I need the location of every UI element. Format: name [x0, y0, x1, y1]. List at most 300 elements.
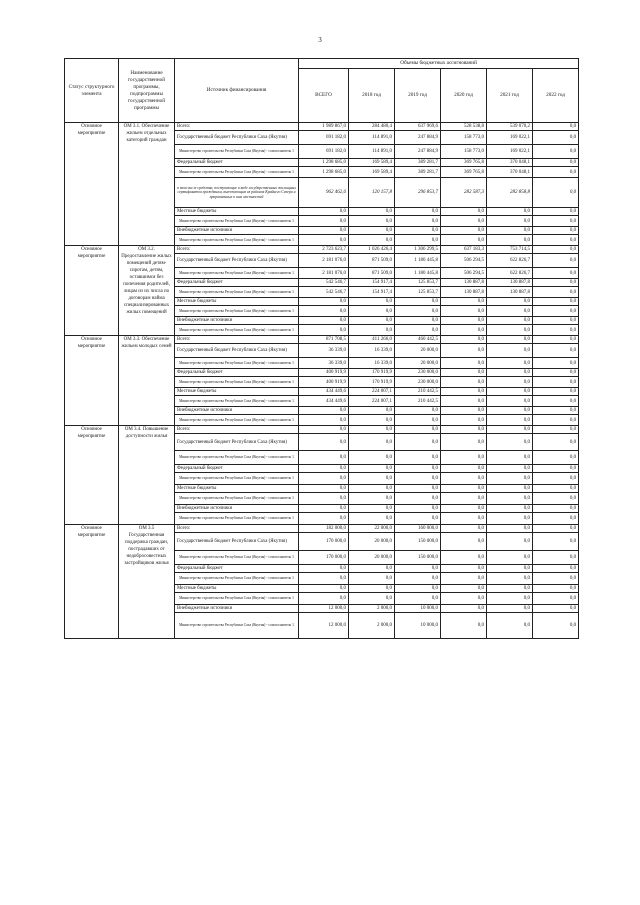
value-cell: 400 919,9	[299, 377, 349, 388]
value-cell: 0,0	[299, 216, 349, 227]
value-cell: 0,0	[533, 298, 579, 306]
value-cell: 125 853,7	[395, 287, 441, 298]
value-cell: 506 294,5	[441, 268, 487, 279]
value-cell: 0,0	[487, 325, 533, 336]
value-cell: 0,0	[349, 473, 395, 485]
value-cell: 0,0	[487, 485, 533, 493]
source-cell: Государственный бюджет Республики Саха (Якутия)	[175, 344, 299, 358]
value-cell: 0,0	[349, 573, 395, 585]
value-cell: 0,0	[349, 451, 395, 465]
value-cell: 0,0	[533, 551, 579, 565]
value-cell: 1 026 426,4	[349, 246, 395, 254]
source-cell: Министерство строительства Республики Саха (Якутия) - соисполнитель 1	[175, 451, 299, 465]
source-cell: Федеральный бюджет	[175, 565, 299, 573]
value-cell: 0,0	[533, 605, 579, 613]
value-cell: 871 509,0	[349, 268, 395, 279]
value-cell: 2 181 076,0	[299, 254, 349, 268]
value-cell: 0,0	[533, 565, 579, 573]
value-cell: 0,0	[441, 533, 487, 551]
value-cell: 0,0	[441, 525, 487, 533]
value-cell: 0,0	[533, 254, 579, 268]
value-cell: 389 281,7	[395, 167, 441, 178]
value-cell: 0,0	[533, 407, 579, 415]
value-cell: 0,0	[487, 377, 533, 388]
value-cell: 0,0	[533, 415, 579, 426]
value-cell: 0,0	[487, 407, 533, 415]
value-cell: 0,0	[349, 407, 395, 415]
source-cell: Всего:	[175, 336, 299, 344]
value-cell: 154 917,4	[349, 279, 395, 287]
value-cell: 0,0	[299, 426, 349, 434]
page-number: 3	[318, 36, 322, 44]
value-cell: 247 884,9	[395, 145, 441, 159]
value-cell: 0,0	[299, 306, 349, 317]
value-cell: 0,0	[395, 216, 441, 227]
value-cell: 0,0	[349, 415, 395, 426]
value-cell: 0,0	[487, 388, 533, 396]
source-cell: Министерство строительства Республики Саха (Якутия) - соисполнитель 1	[175, 473, 299, 485]
source-cell: Местные бюджеты	[175, 585, 299, 593]
value-cell: 170 000,0	[299, 551, 349, 565]
table-header	[65, 59, 579, 123]
value-cell: 0,0	[441, 235, 487, 246]
header-year: 2019 год	[395, 69, 441, 123]
value-cell: 0,0	[441, 551, 487, 565]
value-cell: 0,0	[533, 485, 579, 493]
value-cell: 0,0	[487, 358, 533, 369]
value-cell: 691 182,0	[299, 145, 349, 159]
value-cell: 1 298 685,0	[299, 167, 349, 178]
program-cell: ОМ 3.2. Предоставление жилых помещений детям-сиротам, детям, оставшимся без попечения родителей, лицам из их числа по договорам найма специализированных жилых помещений	[119, 246, 175, 336]
value-cell: 0,0	[533, 573, 579, 585]
value-cell: 460 442,5	[395, 336, 441, 344]
value-cell: 0,0	[487, 451, 533, 465]
value-cell: 130 887,8	[487, 287, 533, 298]
source-cell: Федеральный бюджет	[175, 369, 299, 377]
source-cell: Министерство строительства Республики Саха (Якутия) - соисполнитель 1	[175, 493, 299, 505]
source-cell: Государственный бюджет Республики Саха (Якутия)	[175, 434, 299, 451]
value-cell: 0,0	[441, 605, 487, 613]
value-cell: 158 773,0	[441, 145, 487, 159]
value-cell: 0,0	[487, 369, 533, 377]
value-cell: 160 000,0	[395, 525, 441, 533]
value-cell: 0,0	[395, 485, 441, 493]
budget-table	[64, 58, 579, 639]
value-cell: 210 442,5	[395, 388, 441, 396]
value-cell: 0,0	[299, 565, 349, 573]
value-cell: 0,0	[395, 593, 441, 605]
value-cell: 170 919,9	[349, 377, 395, 388]
value-cell: 2 000,0	[349, 613, 395, 639]
value-cell: 120 157,8	[349, 178, 395, 208]
value-cell: 0,0	[487, 525, 533, 533]
source-cell: Государственный бюджет Республики Саха (Якутия)	[175, 533, 299, 551]
value-cell: 10 000,0	[395, 605, 441, 613]
value-cell: 753 714,5	[487, 246, 533, 254]
value-cell: 0,0	[441, 208, 487, 216]
value-cell: 434 449,6	[299, 388, 349, 396]
value-cell: 0,0	[533, 123, 579, 131]
source-cell: Министерство строительства Республики Саха (Якутия) - соисполнитель 1	[175, 377, 299, 388]
value-cell: 0,0	[487, 533, 533, 551]
value-cell: 0,0	[441, 505, 487, 513]
value-cell: 0,0	[299, 585, 349, 593]
source-cell: Федеральный бюджет	[175, 159, 299, 167]
value-cell: 0,0	[441, 377, 487, 388]
value-cell: 0,0	[395, 565, 441, 573]
source-cell: Министерство строительства Республики Саха (Якутия) - соисполнитель 1	[175, 216, 299, 227]
status-cell: Основное мероприятие	[65, 336, 119, 426]
value-cell: 170 000,0	[299, 533, 349, 551]
value-cell: 0,0	[395, 227, 441, 235]
value-cell: 0,0	[349, 434, 395, 451]
value-cell: 0,0	[299, 325, 349, 336]
source-cell: Министерство строительства Республики Саха (Якутия) - соисполнитель 1	[175, 306, 299, 317]
source-cell: Министерство строительства Республики Саха (Якутия) - соисполнитель 1	[175, 396, 299, 407]
value-cell: 0,0	[487, 465, 533, 473]
value-cell: 0,0	[533, 235, 579, 246]
value-cell: 0,0	[349, 493, 395, 505]
value-cell: 0,0	[299, 451, 349, 465]
value-cell: 0,0	[441, 358, 487, 369]
value-cell: 0,0	[487, 336, 533, 344]
value-cell: 0,0	[349, 565, 395, 573]
value-cell: 0,0	[487, 415, 533, 426]
program-cell: ОМ 3.5 Государственная поддержка граждан, пострадавших от недобросовестных застройщиков жилья	[119, 525, 175, 639]
value-cell: 0,0	[395, 465, 441, 473]
header-year: 2022 год	[533, 69, 579, 123]
value-cell: 0,0	[395, 434, 441, 451]
value-cell: 0,0	[533, 585, 579, 593]
value-cell: 0,0	[487, 434, 533, 451]
value-cell: 0,0	[349, 465, 395, 473]
value-cell: 0,0	[441, 485, 487, 493]
value-cell: 0,0	[395, 513, 441, 525]
value-cell: 0,0	[487, 605, 533, 613]
value-cell: 0,0	[487, 317, 533, 325]
value-cell: 0,0	[533, 533, 579, 551]
value-cell: 871 509,0	[349, 254, 395, 268]
value-cell: 0,0	[441, 473, 487, 485]
value-cell: 542 546,7	[299, 279, 349, 287]
value-cell: 169 589,4	[349, 167, 395, 178]
value-cell: 296 853,7	[395, 178, 441, 208]
value-cell: 0,0	[441, 369, 487, 377]
value-cell: 0,0	[533, 473, 579, 485]
value-cell: 0,0	[533, 369, 579, 377]
value-cell: 22 000,0	[349, 525, 395, 533]
value-cell: 0,0	[487, 208, 533, 216]
value-cell: 114 891,0	[349, 145, 395, 159]
value-cell: 2 000,0	[349, 605, 395, 613]
value-cell: 0,0	[533, 388, 579, 396]
value-cell: 0,0	[533, 287, 579, 298]
header-year: 2018 год	[349, 69, 395, 123]
value-cell: 0,0	[487, 396, 533, 407]
value-cell: 0,0	[487, 565, 533, 573]
value-cell: 0,0	[349, 426, 395, 434]
value-cell: 0,0	[395, 325, 441, 336]
table-row	[65, 123, 579, 131]
value-cell: 0,0	[533, 317, 579, 325]
value-cell: 0,0	[533, 513, 579, 525]
value-cell: 170 919,9	[349, 369, 395, 377]
value-cell: 0,0	[533, 268, 579, 279]
value-cell: 0,0	[349, 298, 395, 306]
source-cell: Министерство строительства Республики Саха (Якутия) - соисполнитель 1	[175, 268, 299, 279]
value-cell: 130 887,8	[441, 279, 487, 287]
value-cell: 0,0	[533, 377, 579, 388]
value-cell: 0,0	[533, 306, 579, 317]
value-cell: 0,0	[299, 493, 349, 505]
value-cell: 0,0	[299, 227, 349, 235]
value-cell: 0,0	[487, 306, 533, 317]
value-cell: 0,0	[349, 306, 395, 317]
value-cell: 0,0	[441, 216, 487, 227]
value-cell: 0,0	[349, 208, 395, 216]
header-source: Источник финансирования	[175, 59, 299, 123]
value-cell: 150 000,0	[395, 551, 441, 565]
value-cell: 0,0	[395, 473, 441, 485]
source-cell: Государственный бюджет Республики Саха (Якутия)	[175, 131, 299, 145]
value-cell: 0,0	[299, 573, 349, 585]
value-cell: 169 589,4	[349, 159, 395, 167]
value-cell: 0,0	[299, 235, 349, 246]
value-cell: 2 723 623,7	[299, 246, 349, 254]
value-cell: 230 000,0	[395, 369, 441, 377]
source-cell: Министерство строительства Республики Саха (Якутия) - соисполнитель 1	[175, 287, 299, 298]
value-cell: 247 884,9	[395, 131, 441, 145]
value-cell: 20 000,0	[349, 533, 395, 551]
value-cell: 0,0	[349, 325, 395, 336]
value-cell: 0,0	[349, 585, 395, 593]
source-cell: Внебюджетные источники	[175, 317, 299, 325]
value-cell: 0,0	[487, 426, 533, 434]
value-cell: 0,0	[299, 415, 349, 426]
table-row	[65, 336, 579, 344]
value-cell: 0,0	[533, 465, 579, 473]
value-cell: 691 182,0	[299, 131, 349, 145]
source-cell: Государственный бюджет Республики Саха (Якутия)	[175, 254, 299, 268]
value-cell: 282 858,8	[487, 178, 533, 208]
value-cell: 0,0	[533, 505, 579, 513]
value-cell: 0,0	[533, 593, 579, 605]
value-cell: 2 181 076,0	[299, 268, 349, 279]
value-cell: 0,0	[487, 227, 533, 235]
program-cell: ОМ 3.1. Обеспечение жильем отдельных категорий граждан	[119, 123, 175, 246]
value-cell: 0,0	[487, 573, 533, 585]
value-cell: 224 007,1	[349, 396, 395, 407]
value-cell: 0,0	[487, 613, 533, 639]
value-cell: 0,0	[395, 298, 441, 306]
value-cell: 0,0	[395, 451, 441, 465]
value-cell: 0,0	[395, 573, 441, 585]
source-cell: Министерство строительства Республики Саха (Якутия) - соисполнитель 1	[175, 325, 299, 336]
value-cell: 0,0	[395, 235, 441, 246]
value-cell: 0,0	[299, 208, 349, 216]
value-cell: 12 000,0	[299, 613, 349, 639]
status-cell: Основное мероприятие	[65, 426, 119, 525]
value-cell: 0,0	[299, 434, 349, 451]
value-cell: 0,0	[299, 407, 349, 415]
value-cell: 20 000,0	[395, 358, 441, 369]
value-cell: 0,0	[349, 235, 395, 246]
value-cell: 0,0	[441, 306, 487, 317]
value-cell: 210 442,5	[395, 396, 441, 407]
value-cell: 0,0	[395, 415, 441, 426]
value-cell: 0,0	[441, 565, 487, 573]
value-cell: 154 917,4	[349, 287, 395, 298]
value-cell: 0,0	[299, 473, 349, 485]
value-cell: 370 048,1	[487, 159, 533, 167]
value-cell: 150 000,0	[395, 533, 441, 551]
source-cell: Федеральный бюджет	[175, 465, 299, 473]
value-cell: 158 773,0	[441, 131, 487, 145]
value-cell: 0,0	[441, 585, 487, 593]
value-cell: 10 000,0	[395, 613, 441, 639]
source-cell: Всего:	[175, 246, 299, 254]
value-cell: 0,0	[441, 227, 487, 235]
value-cell: 0,0	[487, 298, 533, 306]
value-cell: 0,0	[395, 426, 441, 434]
value-cell: 0,0	[533, 159, 579, 167]
value-cell: 284 480,4	[349, 123, 395, 131]
value-cell: 0,0	[299, 513, 349, 525]
value-cell: 0,0	[533, 216, 579, 227]
value-cell: 637 183,3	[441, 246, 487, 254]
source-cell: Всего:	[175, 525, 299, 533]
value-cell: 0,0	[533, 167, 579, 178]
value-cell: 0,0	[395, 407, 441, 415]
value-cell: 0,0	[487, 493, 533, 505]
value-cell: 130 887,8	[487, 279, 533, 287]
source-cell: Внебюджетные источники	[175, 227, 299, 235]
source-cell: Министерство строительства Республики Саха (Якутия) - соисполнитель 1	[175, 358, 299, 369]
value-cell: 1 298 685,0	[299, 159, 349, 167]
value-cell: 0,0	[349, 593, 395, 605]
value-cell: 0,0	[533, 227, 579, 235]
value-cell: 0,0	[487, 216, 533, 227]
value-cell: 0,0	[441, 344, 487, 358]
value-cell: 12 000,0	[299, 605, 349, 613]
value-cell: 0,0	[299, 317, 349, 325]
value-cell: 20 000,0	[349, 551, 395, 565]
value-cell: 0,0	[299, 485, 349, 493]
status-cell: Основное мероприятие	[65, 123, 119, 246]
value-cell: 0,0	[487, 235, 533, 246]
value-cell: 0,0	[533, 336, 579, 344]
value-cell: 0,0	[441, 493, 487, 505]
header-year: 2020 год	[441, 69, 487, 123]
value-cell: 0,0	[395, 306, 441, 317]
table-row	[65, 246, 579, 254]
header-status: Статус структурного элемента	[65, 59, 119, 123]
value-cell: 622 826,7	[487, 254, 533, 268]
value-cell: 0,0	[487, 551, 533, 565]
value-cell: 434 449,6	[299, 396, 349, 407]
table-row	[65, 426, 579, 434]
value-cell: 962 462,6	[299, 178, 349, 208]
value-cell: 1 180 445,8	[395, 254, 441, 268]
value-cell: 0,0	[441, 434, 487, 451]
status-cell: Основное мероприятие	[65, 525, 119, 639]
value-cell: 0,0	[441, 451, 487, 465]
source-cell: Федеральный бюджет	[175, 279, 299, 287]
value-cell: 0,0	[487, 593, 533, 605]
value-cell: 1 306 299,5	[395, 246, 441, 254]
value-cell: 0,0	[441, 298, 487, 306]
value-cell: 0,0	[533, 451, 579, 465]
value-cell: 0,0	[533, 426, 579, 434]
value-cell: 0,0	[349, 485, 395, 493]
value-cell: 282 587,3	[441, 178, 487, 208]
value-cell: 506 294,5	[441, 254, 487, 268]
header-year: ВСЕГО	[299, 69, 349, 123]
header-program: Наименование государственной программы, подпрограммы государственной программы	[119, 59, 175, 123]
value-cell: 0,0	[441, 336, 487, 344]
value-cell: 114 891,0	[349, 131, 395, 145]
value-cell: 0,0	[349, 216, 395, 227]
value-cell: 369 765,8	[441, 167, 487, 178]
value-cell: 370 048,1	[487, 167, 533, 178]
value-cell: 0,0	[533, 178, 579, 208]
value-cell: 0,0	[349, 505, 395, 513]
value-cell: 0,0	[395, 585, 441, 593]
value-cell: 130 887,8	[441, 287, 487, 298]
value-cell: 0,0	[441, 317, 487, 325]
value-cell: 0,0	[299, 465, 349, 473]
value-cell: 369 765,8	[441, 159, 487, 167]
value-cell: 0,0	[533, 325, 579, 336]
value-cell: 389 281,7	[395, 159, 441, 167]
program-cell: ОМ 3.3. Обеспечение жильем молодых семей	[119, 336, 175, 426]
value-cell: 230 000,0	[395, 377, 441, 388]
value-cell: 0,0	[395, 493, 441, 505]
value-cell: 0,0	[487, 344, 533, 358]
value-cell: 400 919,9	[299, 369, 349, 377]
value-cell: 0,0	[533, 145, 579, 159]
value-cell: 0,0	[441, 573, 487, 585]
value-cell: 1 180 445,8	[395, 268, 441, 279]
value-cell: 224 007,1	[349, 388, 395, 396]
value-cell: 0,0	[533, 434, 579, 451]
value-cell: 182 000,0	[299, 525, 349, 533]
value-cell: 16 339,0	[349, 358, 395, 369]
table-body	[65, 123, 579, 639]
status-cell: Основное мероприятие	[65, 246, 119, 336]
source-cell: Внебюджетные источники	[175, 407, 299, 415]
source-cell: в том числе средства, поступающие в виде государственных жилищных сертификатов гражданам, выезжающим из районов Крайнего Севера и приравненных к ним местностей	[175, 178, 299, 208]
value-cell: 20 000,0	[395, 344, 441, 358]
value-cell: 0,0	[395, 317, 441, 325]
value-cell: 0,0	[487, 585, 533, 593]
value-cell: 0,0	[441, 325, 487, 336]
value-cell: 0,0	[349, 317, 395, 325]
source-cell: Министерство строительства Республики Саха (Якутия) - соисполнитель 1	[175, 551, 299, 565]
value-cell: 539 070,2	[487, 123, 533, 131]
source-cell: Министерство строительства Республики Саха (Якутия) - соисполнитель 1	[175, 513, 299, 525]
value-cell: 542 546,7	[299, 287, 349, 298]
value-cell: 0,0	[533, 279, 579, 287]
source-cell: Министерство строительства Республики Саха (Якутия) - соисполнитель 1	[175, 167, 299, 178]
value-cell: 0,0	[441, 388, 487, 396]
source-cell: Всего:	[175, 123, 299, 131]
value-cell: 0,0	[299, 298, 349, 306]
header-year: 2021 год	[487, 69, 533, 123]
source-cell: Министерство строительства Республики Саха (Якутия) - соисполнитель 1	[175, 415, 299, 426]
source-cell: Местные бюджеты	[175, 388, 299, 396]
source-cell: Министерство строительства Республики Саха (Якутия) - соисполнитель 1	[175, 573, 299, 585]
